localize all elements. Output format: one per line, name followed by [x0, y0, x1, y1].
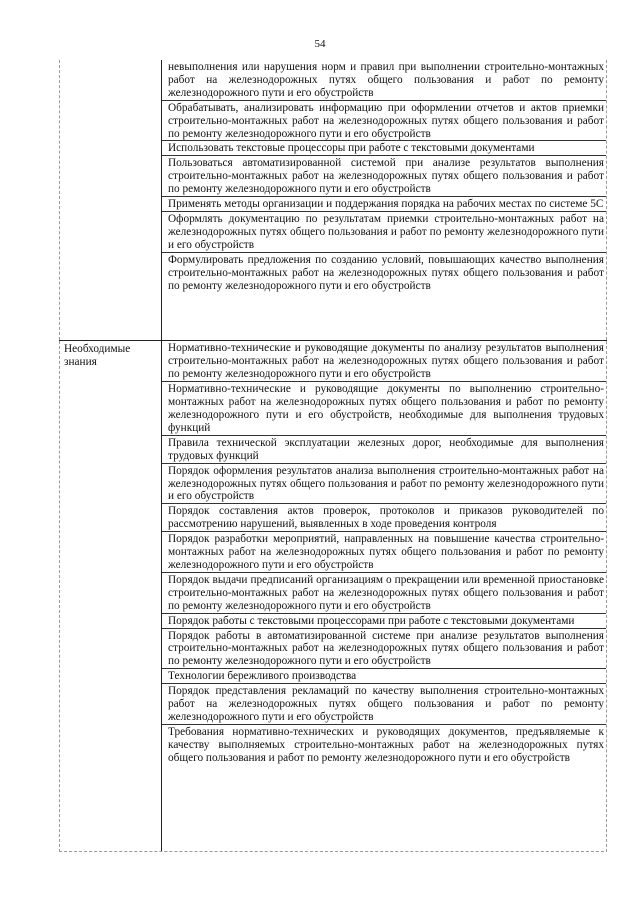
knowledge-item: Порядок выдачи предписаний организациям о прекращении или временной приостановке строительно-монтажных работ на железнодорожных путях общего пользования и работ по ремонту железнодорожного пути и его обустройств	[162, 573, 606, 614]
skill-item: Применять методы организации и поддержания порядка на рабочих местах по системе 5С	[162, 197, 606, 212]
knowledge-cell	[162, 341, 607, 852]
skill-item: Обрабатывать, анализировать информацию при оформлении отчетов и актов приемки строительно-монтажных работ на железнодорожных путях общего пользования и работ по ремонту железнодорожного пути и его обустройств	[162, 101, 606, 142]
knowledge-item: Технологии бережливого производства	[162, 669, 606, 684]
knowledge-label-cell	[60, 341, 162, 852]
skills-row	[60, 60, 607, 341]
knowledge-item: Порядок работы с текстовыми процессорами при работе с текстовыми документами	[162, 614, 606, 629]
knowledge-item: Нормативно-технические и руководящие документы по выполнению строительно-монтажных работ на железнодорожных путях общего пользования и работ по ремонту железнодорожного пути и его обустройств, необходимые для выполнения трудовых функций	[162, 382, 606, 436]
table-bottom-border	[59, 851, 604, 852]
knowledge-item: Порядок представления рекламаций по качеству выполнения строительно-монтажных работ на железнодорожных путях общего пользования и работ по ремонту железнодорожного пути и его обустройств	[162, 684, 606, 725]
knowledge-item: Требования нормативно-технических и руководящих документов, предъявляемые к качеству выполняемых строительно-монтажных работ на железнодорожных путях общего пользования и работ по ремонту железнодорожного пути и его обустройств	[168, 725, 604, 764]
competency-table	[59, 60, 607, 852]
skills-label-cell	[60, 60, 162, 341]
knowledge-item: Порядок работы в автоматизированной системе при анализе результатов выполнения строительно-монтажных работ на железнодорожных путях общего пользования и работ по ремонту железнодорожного пути и его обустройств	[162, 629, 606, 670]
knowledge-item: Порядок составления актов проверок, протоколов и приказов руководителей по рассмотрению нарушений, выявленных в ходе проведения контроля	[162, 504, 606, 532]
skills-cell	[162, 60, 607, 341]
knowledge-row	[60, 341, 607, 852]
skill-item: Использовать текстовые процессоры при работе с текстовыми документами	[162, 141, 606, 156]
page-number: 54	[314, 38, 326, 50]
knowledge-item: Порядок оформления результатов анализа выполнения строительно-монтажных работ на железнодорожных путях общего пользования и работ по ремонту железнодорожного пути и его обустройств	[162, 464, 606, 505]
skill-item: Пользоваться автоматизированной системой при анализе результатов выполнения строительно-монтажных работ на железнодорожных путях общего пользования и работ по ремонту железнодорожного пути и его обустройств	[162, 156, 606, 197]
knowledge-item: Нормативно-технические и руководящие документы по анализу результатов выполнения строительно-монтажных работ на железнодорожных путях общего пользования и работ по ремонту железнодорожного пути и его обустройств	[162, 341, 606, 382]
skill-item: Формулировать предложения по созданию условий, повышающих качество выполнения строительно-монтажных работ на железнодорожных путях общего пользования и работ по ремонту железнодорожного пути и его обустройств	[168, 253, 604, 292]
skill-item: невыполнения или нарушения норм и правил при выполнении строительно-монтажных работ на железнодорожных путях общего пользования и работ по ремонту железнодорожного пути и его обустройств	[162, 60, 606, 101]
knowledge-item: Порядок разработки мероприятий, направленных на повышение качества строительно-монтажных работ на железнодорожных путях общего пользования и работ по ремонту железнодорожного пути и его обустройств	[162, 532, 606, 573]
knowledge-label: Необходимые знания	[64, 343, 131, 369]
skill-item: Оформлять документацию по результатам приемки строительно-монтажных работ на железнодорожных путях общего пользования и работ по ремонту железнодорожного пути и его обустройств	[162, 212, 606, 253]
knowledge-item: Правила технической эксплуатации железных дорог, необходимые для выполнения трудовых функций	[162, 436, 606, 464]
